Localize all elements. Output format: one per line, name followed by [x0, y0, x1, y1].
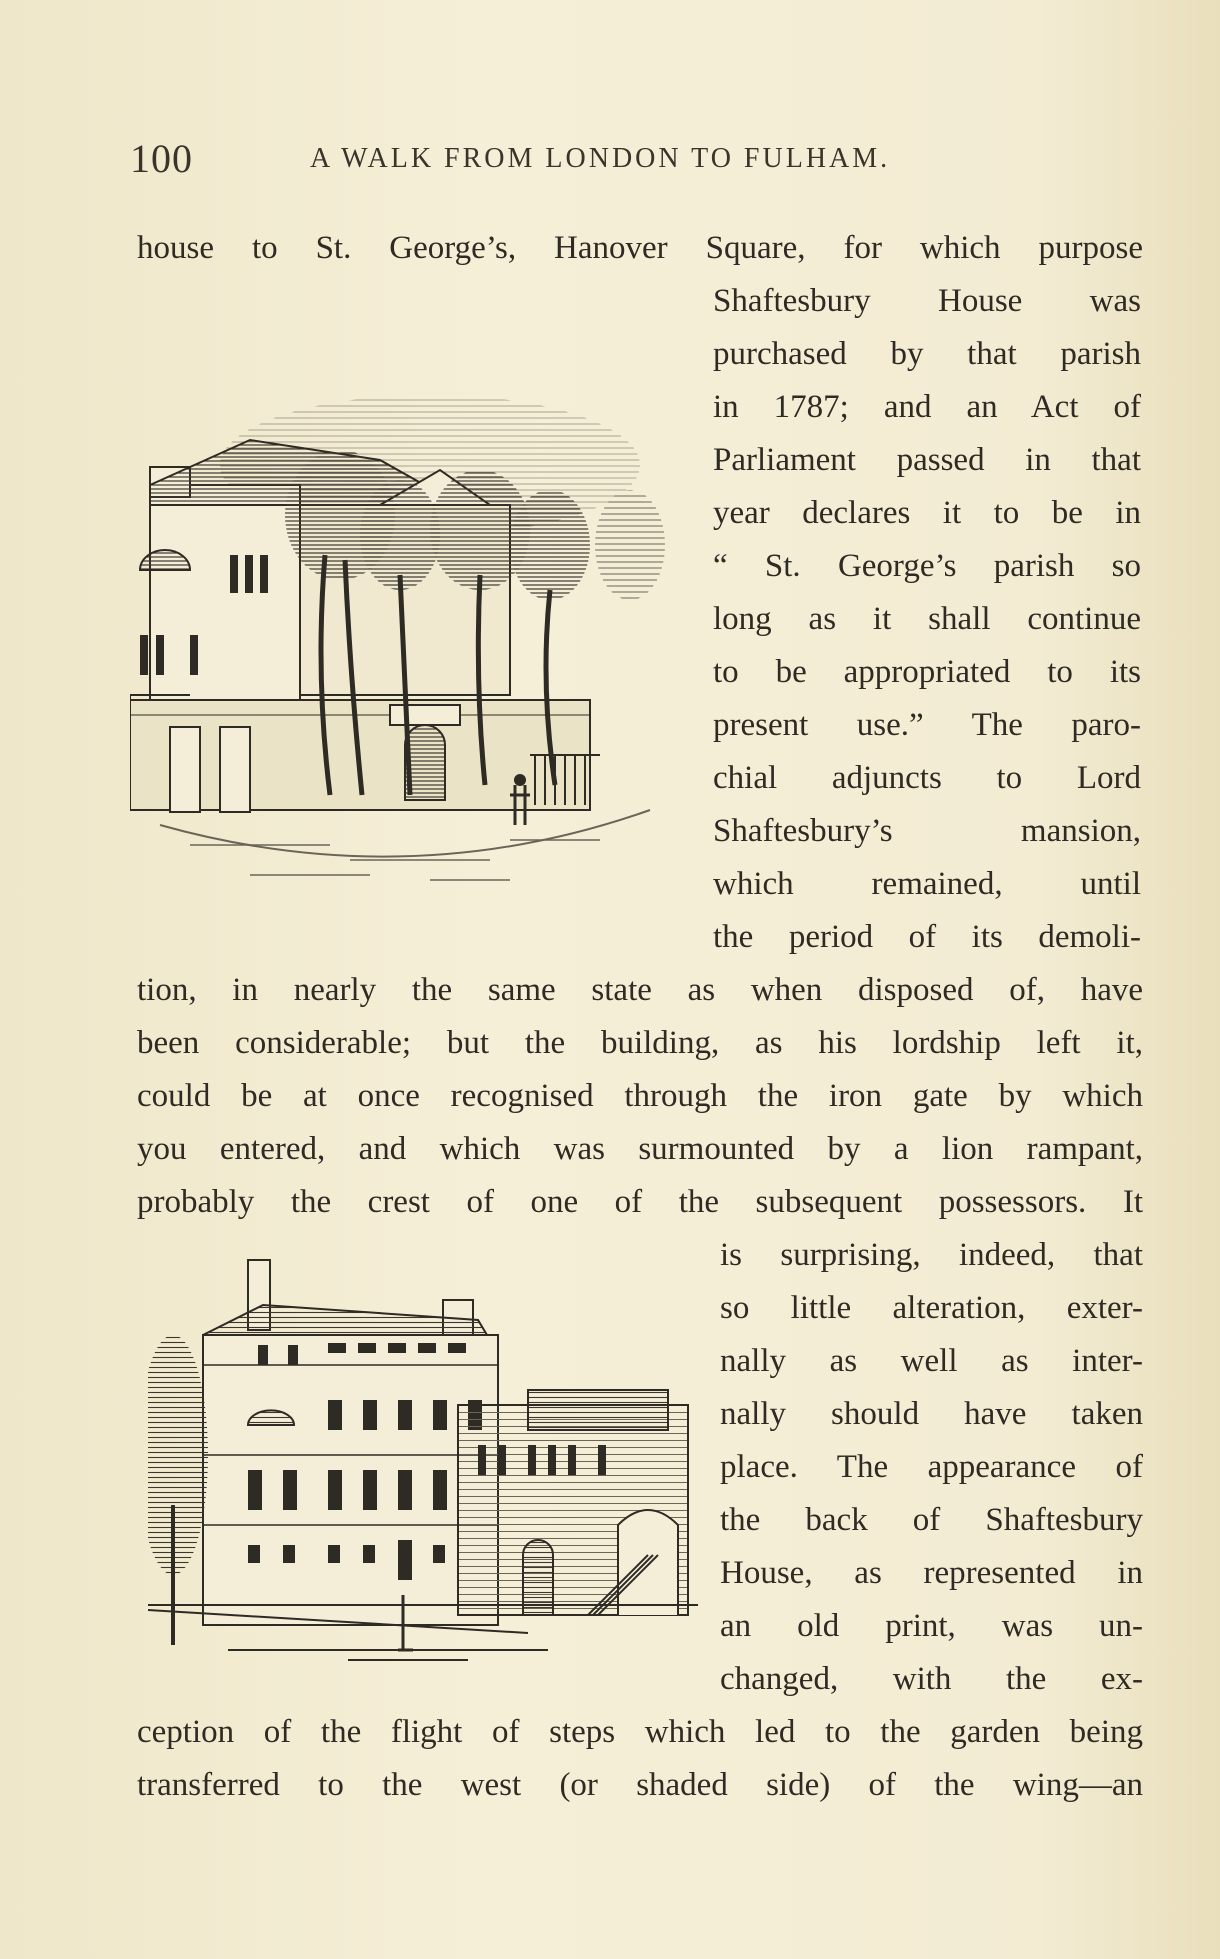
- engraving-house-front: [130, 355, 685, 895]
- text-line: present use.” The paro-: [713, 707, 1141, 743]
- text-line: Shaftesbury House was: [713, 283, 1141, 319]
- text-line: nally should have taken: [720, 1396, 1143, 1432]
- text-line: house to St. George’s, Hanover Square, for which purpose: [137, 230, 1143, 266]
- text-line: year declares it to be in: [713, 495, 1141, 531]
- text-line: you entered, and which was surmounted by a lion rampant,: [137, 1131, 1143, 1167]
- illustration-shaftesbury-house-back: [148, 1255, 698, 1665]
- text-line: changed, with the ex-: [720, 1661, 1143, 1697]
- text-line: “ St. George’s parish so: [713, 548, 1141, 584]
- text-line: place. The appearance of: [720, 1449, 1143, 1485]
- text-line: ception of the flight of steps which led to the garden being: [137, 1714, 1143, 1750]
- text-line: chial adjuncts to Lord: [713, 760, 1141, 796]
- text-line: probably the crest of one of the subsequent possessors. It: [137, 1184, 1143, 1220]
- text-line: so little alteration, exter-: [720, 1290, 1143, 1326]
- page-number: 100: [130, 136, 193, 181]
- running-title: A WALK FROM LONDON TO FULHAM.: [310, 143, 891, 174]
- text-line: which remained, until: [713, 866, 1141, 902]
- text-line: Shaftesbury’s mansion,: [713, 813, 1141, 849]
- text-line: to be appropriated to its: [713, 654, 1141, 690]
- text-line: the back of Shaftesbury: [720, 1502, 1143, 1538]
- text-line: is surprising, indeed, that: [720, 1237, 1143, 1273]
- text-line: House, as represented in: [720, 1555, 1143, 1591]
- text-line: nally as well as inter-: [720, 1343, 1143, 1379]
- text-line: long as it shall continue: [713, 601, 1141, 637]
- text-line: the period of its demoli-: [713, 919, 1141, 955]
- text-line: in 1787; and an Act of: [713, 389, 1141, 425]
- text-line: tion, in nearly the same state as when disposed of, have: [137, 972, 1143, 1008]
- illustration-shaftesbury-house-front: [130, 355, 685, 895]
- text-line: purchased by that parish: [713, 336, 1141, 372]
- text-line: Parliament passed in that: [713, 442, 1141, 478]
- text-line: could be at once recognised through the iron gate by which: [137, 1078, 1143, 1114]
- engraving-house-back: [148, 1255, 698, 1665]
- text-line: transferred to the west (or shaded side) of the wing—an: [137, 1767, 1143, 1803]
- page-header: [130, 135, 1150, 185]
- text-line: been considerable; but the building, as his lordship left it,: [137, 1025, 1143, 1061]
- text-line: an old print, was un-: [720, 1608, 1143, 1644]
